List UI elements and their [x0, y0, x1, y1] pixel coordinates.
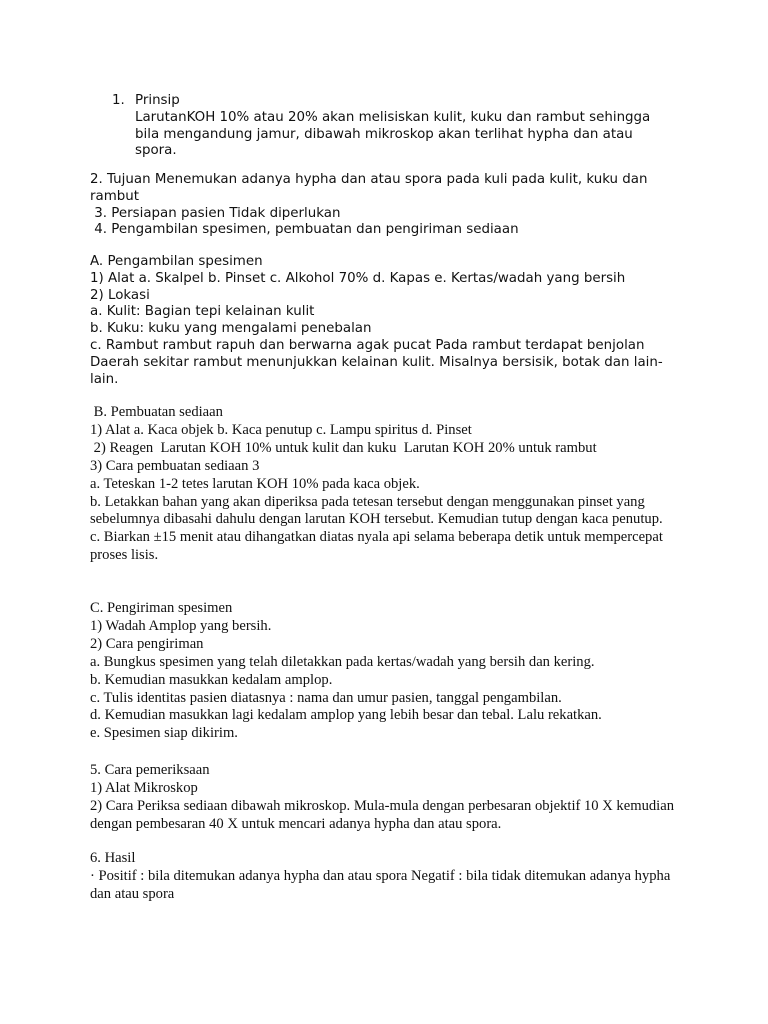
section-c-line: 2) Cara pengiriman — [90, 635, 204, 652]
section-c-line: b. Kemudian masukkan kedalam amplop. — [90, 671, 333, 688]
section-b-line: 1) Alat a. Kaca objek b. Kaca penutup c. Lampu spiritus d. Pinset — [90, 421, 472, 438]
section-prinsip — [135, 93, 675, 160]
section-5-paragraph: 2) Cara Periksa sediaan dibawah mikroskop. Mula-mula dengan perbesaran objektif 10 X kemudian dengan pembesaran 40 X untuk mencari adanya hypha dan atau spora. — [90, 797, 674, 832]
section-b-line: 3) Cara pembuatan sediaan 3 — [90, 457, 260, 474]
section-6 — [90, 850, 680, 904]
section-a-line: a. Kulit: Bagian tepi kelainan kulit — [90, 304, 315, 320]
section-b — [90, 404, 680, 565]
item-tujuan: 2. Tujuan Menemukan adanya hypha dan atau spora pada kuli pada kulit, kuku dan rambut — [90, 172, 648, 204]
section-b-line: a. Teteskan 1-2 tetes larutan KOH 10% pada kaca objek. — [90, 475, 420, 492]
section-5-heading: 5. Cara pemeriksaan — [90, 762, 210, 778]
items-2-4 — [90, 172, 680, 239]
section-b-paragraph: b. Letakkan bahan yang akan diperiksa pada tetesan tersebut dengan menggunakan pinset yang sebelumnya dibasahi dahulu dengan larutan KOH tersebut. Kemudian tutup dengan kaca penutup. — [90, 493, 663, 528]
section-c-line: c. Tulis identitas pasien diatasnya : nama dan umur pasien, tanggal pengambilan. — [90, 689, 562, 706]
section-a-line: 2) Lokasi — [90, 287, 150, 303]
prinsip-text: LarutanKOH 10% atau 20% akan melisiskan kulit, kuku dan rambut sehingga bila mengandung jamur, dibawah mikroskop akan terlihat hypha dan atau spora. — [135, 109, 651, 159]
section-a-line: b. Kuku: kuku yang mengalami penebalan — [90, 321, 372, 337]
section-c — [90, 600, 680, 743]
section-b-heading: B. Pembuatan sediaan — [90, 404, 223, 420]
section-6-heading: 6. Hasil — [90, 850, 136, 866]
section-c-line: d. Kemudian masukkan lagi kedalam amplop yang lebih besar dan tebal. Lalu rekatkan. — [90, 707, 602, 724]
prinsip-title: Prinsip — [135, 93, 180, 108]
section-6-paragraph: · Positif : bila ditemukan adanya hypha dan atau spora Negatif : bila tidak ditemukan adanya hypha dan atau spora — [90, 867, 671, 902]
section-a-heading: A. Pengambilan spesimen — [90, 254, 263, 269]
section-a-paragraph: c. Rambut rambut rapuh dan berwarna agak pucat Pada rambut terdapat benjolan Daerah sekitar rambut menunjukkan kelainan kulit. Misalnya bersisik, botak dan lain-lain. — [90, 337, 663, 387]
list-number: 1. — [112, 93, 125, 108]
section-b-paragraph: c. Biarkan ±15 menit atau dihangatkan diatas nyala api selama beberapa detik untuk mempercepat proses lisis. — [90, 529, 663, 564]
section-5-line: 1) Alat Mikroskop — [90, 779, 198, 796]
item-pengambilan: 4. Pengambilan spesimen, pembuatan dan pengiriman sediaan — [90, 222, 519, 238]
item-persiapan: 3. Persiapan pasien Tidak diperlukan — [90, 205, 341, 221]
section-c-line: e. Spesimen siap dikirim. — [90, 725, 238, 742]
section-c-line: a. Bungkus spesimen yang telah diletakkan pada kertas/wadah yang bersih dan kering. — [90, 653, 595, 670]
section-c-line: 1) Wadah Amplop yang bersih. — [90, 617, 272, 634]
section-b-line: 2) Reagen Larutan KOH 10% untuk kulit dan kuku Larutan KOH 20% untuk rambut — [90, 439, 597, 456]
section-a — [90, 254, 680, 388]
section-5 — [90, 762, 680, 834]
section-a-line: 1) Alat a. Skalpel b. Pinset c. Alkohol 70% d. Kapas e. Kertas/wadah yang bersih — [90, 270, 626, 286]
section-c-heading: C. Pengiriman spesimen — [90, 600, 233, 616]
